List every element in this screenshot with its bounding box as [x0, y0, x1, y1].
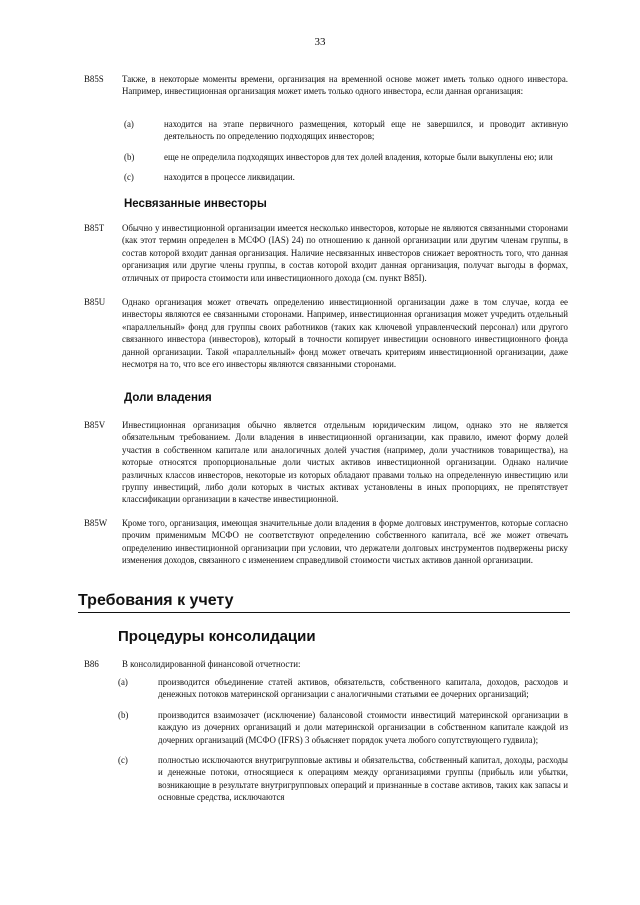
paragraph-b85s [84, 73, 568, 98]
list-item-text: полностью исключаются внутригрупповые активы и обязательства, собственный капитал, доходы, расходы и денежные потоки, относящиеся к операциям между организациями группы (прибыль или убытки, возникающие в результате внутригрупповых операций и признанные в составе активов, таких как запасы и основные средства, исключаются [158, 755, 568, 803]
subheading-unrelated-investors: Несвязанные инвесторы [124, 198, 267, 210]
paragraph-id: B85U [84, 297, 106, 307]
list-marker: (c) [124, 172, 134, 183]
list-item-text: еще не определила подходящих инвесторов для тех долей владения, которые были выкуплены ею; или [164, 151, 553, 162]
section-heading-consolidation: Процедуры консолидации [118, 628, 316, 645]
paragraph-id: B85T [84, 223, 105, 233]
paragraph-text: Также, в некоторые моменты времени, организация на временной основе может иметь только одного инвестора. Например, инвестиционная организация может иметь только одного инвестора, если данная организация: [122, 74, 568, 97]
paragraph-text: В консолидированной финансовой отчетности: [122, 659, 301, 669]
paragraph-text: Однако организация может отвечать определению инвестиционной организации даже в том случае, когда ее инвесторы являются ее связанными сторонами. Например, инвестиционная организация может учредить отдельный «параллельный» фонд для группы своих работников (таких как ключевой управленческий персонал) или другого связанного инвестора (инвесторов), который в точности копирует инвестиции основного инвестиционного фонда данной организации. Такой «параллельный» фонд может отвечать критериям инвестиционной организации, даже несмотря на то, что все его инвесторы являются связанными сторонами. [122, 297, 568, 370]
paragraph-id: B86 [84, 659, 99, 669]
list-item [118, 754, 568, 804]
paragraph-b85u [84, 296, 568, 370]
page-number: 33 [314, 36, 326, 48]
list-item [124, 171, 568, 183]
list-marker: (c) [118, 755, 128, 766]
paragraph-text: Обычно у инвестиционной организации имеется несколько инвесторов, которые не являются связанными сторонами (как этот термин определен в МСФО (IAS) 24) по отношению к данной организации или другим членам группы, в состав которой входит данная организация. Наличие несвязанных инвесторов снижает вероятность того, что данная организация или другие члены группы, в состав которой входит данная организация, получат выгоды в формах, отличных от прироста стоимости или инвестиционного дохода (см. пункт B85I). [122, 223, 568, 283]
section-heading-accounting: Требования к учету [78, 592, 570, 613]
list-item [124, 151, 568, 163]
paragraph-b86 [84, 658, 568, 670]
list-item-text: находится на этапе первичного размещения, который еще не завершился, и проводит активную деятельность по определению подходящих инвесторов; [164, 119, 568, 142]
paragraph-b85t [84, 222, 568, 284]
list-item-text: производится объединение статей активов, обязательств, собственного капитала, доходов, расходов и денежных потоков материнской организации с аналогичными статьями ее дочерних организаций; [158, 677, 568, 700]
list-item-text: находится в процессе ликвидации. [164, 172, 295, 183]
paragraph-id: B85V [84, 420, 106, 430]
subheading-ownership: Доли владения [124, 392, 212, 404]
list-item [118, 676, 568, 701]
list-item-text: производится взаимозачет (исключение) балансовой стоимости инвестиций материнской организации в каждую из дочерних организаций и доли материнской организации в собственном капитале каждой из дочерних организаций (МСФО (IFRS) 3 объясняет порядок учета любого сопутствующего гудвила); [158, 709, 568, 745]
paragraph-text: Кроме того, организация, имеющая значительные доли владения в форме долговых инструментов, которые согласно прочим применимым МСФО не соответствуют определению собственного капитала, всё же может отвечать определению инвестиционной организации при условии, что держатели долговых инструментов подвержены риску изменения доходов, связанного с изменением справедливой стоимости чистых активов данной организации. [122, 518, 568, 566]
paragraph-b85v [84, 419, 568, 506]
list-marker: (а) [124, 119, 134, 129]
list-b85s [124, 118, 568, 184]
list-b86 [118, 676, 568, 804]
list-item [118, 709, 568, 746]
list-marker: (а) [118, 677, 128, 687]
paragraph-id: B85S [84, 74, 104, 84]
list-marker: (b) [118, 709, 129, 720]
list-item [124, 118, 568, 143]
paragraph-text: Инвестиционная организация обычно является отдельным юридическим лицом, однако это не является обязательным требованием. Доли владения в инвестиционной организации, как правило, имеют форму долей участия в собственном капитале или аналогичных долей участия (например, доли участников товарищества), на которые относятся пропорциональные доли чистых активов инвестиционной организации. Однако наличие различных классов инвесторов, некоторые из которых обладают правами только на определенную инвестицию или группу инвестиций, либо доли которых в чистых активах установлены в иных пропорциях, не препятствует классификации организации в качестве инвестиционной. [122, 420, 568, 505]
paragraph-id: B85W [84, 518, 108, 528]
list-marker: (b) [124, 151, 135, 162]
paragraph-b85w [84, 517, 568, 567]
